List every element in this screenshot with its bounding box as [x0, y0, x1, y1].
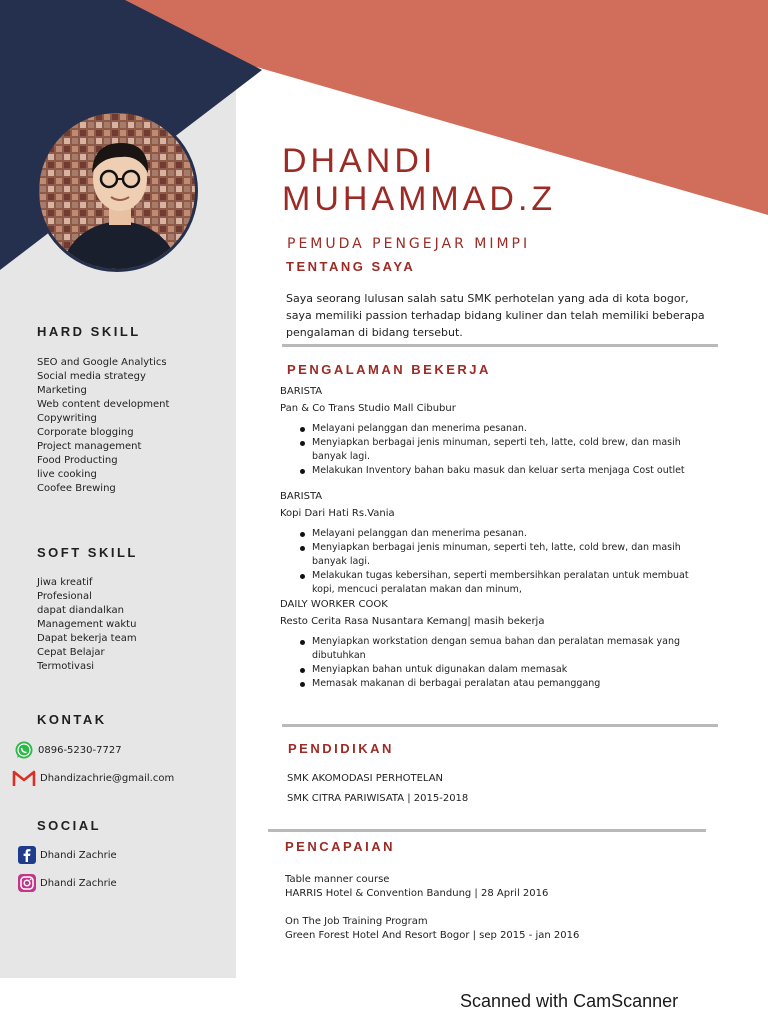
- contact-title: KONTAK: [37, 712, 107, 727]
- divider: [268, 829, 706, 832]
- list-item: Food Producting: [37, 455, 118, 466]
- job-role: BARISTA: [280, 386, 323, 397]
- profile-photo: [36, 110, 198, 272]
- job-entry: [280, 385, 700, 478]
- achievements-title: PENCAPAIAN: [285, 839, 395, 854]
- education-title: PENDIDIKAN: [288, 741, 394, 756]
- education-line: SMK CITRA PARIWISATA | 2015-2018: [287, 793, 469, 804]
- list-item: Cepat Belajar: [37, 647, 105, 658]
- gmail-icon: [12, 769, 36, 787]
- duty-item: Menyiapkan workstation dengan semua bahan dan peralatan memasak yang dibutuhkan: [298, 635, 700, 663]
- facebook-handle[interactable]: Dhandi Zachrie: [40, 849, 117, 861]
- job-place: Resto Cerita Rasa Nusantara Kemang| masih bekerja: [280, 616, 545, 627]
- list-item: Web content development: [37, 399, 170, 410]
- duty-item: Melayani pelanggan dan menerima pesanan.: [298, 422, 700, 436]
- duty-item: Memasak makanan di berbagai peralatan atau pemanggang: [298, 677, 700, 691]
- phone-number[interactable]: 0896-5230-7727: [38, 744, 122, 756]
- list-item: Management waktu: [37, 619, 137, 630]
- job-duties: [298, 527, 700, 597]
- avatar-illustration: [39, 113, 198, 272]
- job-duties: [298, 635, 700, 691]
- scanner-watermark: Scanned with CamScanner: [460, 991, 679, 1011]
- list-item: Project management: [37, 441, 142, 452]
- job-duties: [298, 422, 700, 478]
- email-address[interactable]: Dhandizachrie@gmail.com: [40, 772, 175, 784]
- duty-item: Menyiapkan berbagai jenis minuman, seperti teh, latte, cold brew, dan masih banyak lagi.: [298, 541, 700, 569]
- soft-skill-title: SOFT SKILL: [37, 545, 138, 560]
- duty-item: Melayani pelanggan dan menerima pesanan.: [298, 527, 700, 541]
- whatsapp-icon: [14, 740, 34, 760]
- list-item: Coofee Brewing: [37, 483, 116, 494]
- name-line-2: MUHAMMAD.Z: [282, 180, 557, 218]
- list-item: Dapat bekerja team: [37, 633, 137, 644]
- email-row: [12, 769, 174, 787]
- soft-skill-list: [37, 576, 137, 674]
- facebook-row: [18, 846, 117, 864]
- divider: [282, 344, 718, 347]
- list-item: Copywriting: [37, 413, 97, 424]
- phone-row: [14, 740, 122, 760]
- full-name: [282, 142, 702, 218]
- tagline: PEMUDA PENGEJAR MIMPI: [287, 236, 531, 252]
- job-role: DAILY WORKER COOK: [280, 599, 388, 610]
- achievement-detail: HARRIS Hotel & Convention Bandung | 28 April 2016: [285, 888, 549, 899]
- instagram-handle[interactable]: Dhandi Zachrie: [40, 877, 117, 889]
- job-place: Kopi Dari Hati Rs.Vania: [280, 508, 395, 519]
- list-item: live cooking: [37, 469, 97, 480]
- hard-skill-title: HARD SKILL: [37, 324, 141, 339]
- facebook-icon: [18, 846, 36, 864]
- duty-item: Menyiapkan berbagai jenis minuman, seperti teh, latte, cold brew, dan masih banyak lagi.: [298, 436, 700, 464]
- instagram-row: [18, 874, 117, 892]
- job-role: BARISTA: [280, 491, 323, 502]
- about-title: TENTANG SAYA: [286, 259, 416, 274]
- duty-item: Menyiapkan bahan untuk digunakan dalam memasak: [298, 663, 700, 677]
- instagram-icon: [18, 874, 36, 892]
- list-item: Profesional: [37, 591, 92, 602]
- achievement-name: On The Job Training Program: [285, 916, 428, 927]
- list-item: Social media strategy: [37, 371, 146, 382]
- divider: [282, 724, 718, 727]
- list-item: Jiwa kreatif: [37, 577, 93, 588]
- list-item: Corporate blogging: [37, 427, 134, 438]
- duty-item: Melakukan tugas kebersihan, seperti membersihkan peralatan untuk membuat kopi, mencuci peralatan makan dan minum,: [298, 569, 700, 597]
- experience-title: PENGALAMAN BEKERJA: [287, 362, 491, 377]
- achievement-detail: Green Forest Hotel And Resort Bogor | sep 2015 - jan 2016: [285, 930, 580, 941]
- list-item: dapat diandalkan: [37, 605, 124, 616]
- list-item: Termotivasi: [37, 661, 95, 672]
- name-line-1: DHANDI: [282, 142, 437, 180]
- list-item: SEO and Google Analytics: [37, 357, 167, 368]
- hard-skill-list: [37, 356, 169, 496]
- job-entry: [280, 598, 700, 691]
- about-text: Saya seorang lulusan salah satu SMK perhotelan yang ada di kota bogor, saya memiliki passion terhadap bidang kuliner dan telah memiliki beberapa pengalaman di bidang tersebut.: [286, 292, 705, 339]
- duty-item: Melakukan Inventory bahan baku masuk dan keluar serta menjaga Cost outlet: [298, 464, 700, 478]
- education-line: SMK AKOMODASI PERHOTELAN: [287, 773, 444, 784]
- job-place: Pan & Co Trans Studio Mall Cibubur: [280, 403, 456, 414]
- job-entry: [280, 490, 700, 597]
- list-item: Marketing: [37, 385, 87, 396]
- social-title: SOCIAL: [37, 818, 102, 833]
- achievement-name: Table manner course: [285, 874, 390, 885]
